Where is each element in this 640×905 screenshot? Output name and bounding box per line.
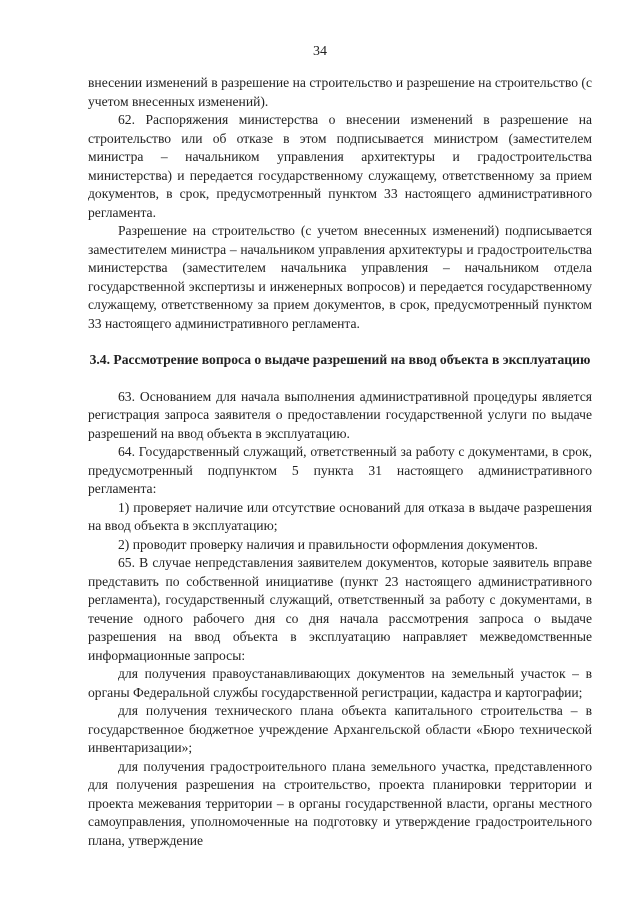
list-item: для получения технического плана объекта капитального строительства – в государственное бюджетное учреждение Архангельской области «Бюро технической инвентаризации»; xyxy=(88,703,592,755)
list-item: 2) проводит проверку наличия и правильности оформления документов. xyxy=(118,536,538,552)
paragraph: 62. Распоряжения министерства о внесении изменений в разрешение на строительство или об отказе в этом подписывается министром (заместителем министра – начальником управления архитектуры и градостроительства министерства) и передается государственному служащему, ответственному за прием документов, в срок, предусмотренный пунктом 33 настоящего административного регламента. xyxy=(88,112,592,220)
list-item: для получения градостроительного плана земельного участка, представленного для получения разрешения на строительство, проекта планировки территории и проекта межевания территории – в органы государственной власти, органы местного самоуправления, уполномоченные на подготовку и утверждение градостроительного плана, утверждение xyxy=(88,758,592,848)
document-body xyxy=(88,74,592,850)
list-item: для получения правоустанавливающих документов на земельный участок – в органы Федеральной службы государственной регистрации, кадастра и картографии; xyxy=(88,666,592,700)
page-number: 34 xyxy=(313,44,327,59)
paragraph: 65. В случае непредставления заявителем документов, которые заявитель вправе представить по собственной инициативе (пункт 23 настоящего административного регламента), государственный служащий, ответственный за работу с документами, в течение одного рабочего дня со дня начала рассмотрения запроса о выдаче разрешения на ввод объекта в эксплуатацию направляет межведомственные информационные запросы: xyxy=(88,555,592,663)
paragraph: Разрешение на строительство (с учетом внесенных изменений) подписывается заместителем министра – начальником управления архитектуры и градостроительства министерства (заместителем начальника управления – начальником отдела государственной экспертизы и инженерных вопросов) и передается государственному служащему, ответственному за прием документов, в срок, предусмотренный пунктом 33 настоящего административного регламента. xyxy=(88,223,592,331)
paragraph: 64. Государственный служащий, ответственный за работу с документами, в срок, предусмотренный подпунктом 5 пункта 31 настоящего административного регламента: xyxy=(88,444,592,496)
paragraph: внесении изменений в разрешение на строительство и разрешение на строительство (с учетом внесенных изменений). xyxy=(88,75,592,109)
list-item: 1) проверяет наличие или отсутствие оснований для отказа в выдаче разрешения на ввод объекта в эксплуатацию; xyxy=(88,499,592,533)
section-heading: 3.4. Рассмотрение вопроса о выдаче разрешений на ввод объекта в эксплуатацию xyxy=(89,352,591,367)
paragraph: 63. Основанием для начала выполнения административной процедуры является регистрация запроса заявителя о предоставлении государственной услуги по выдаче разрешений на ввод объекта в эксплуатацию. xyxy=(88,388,592,441)
